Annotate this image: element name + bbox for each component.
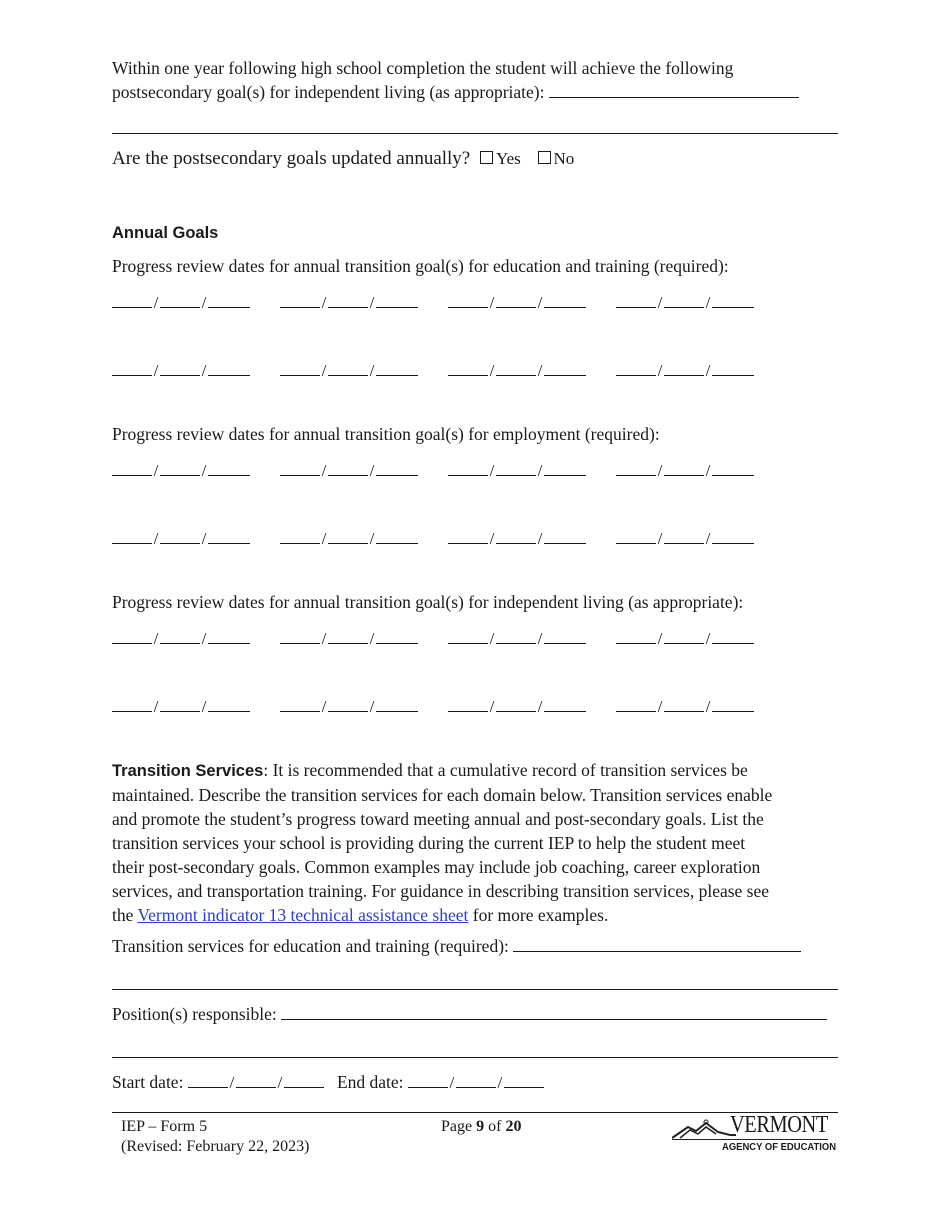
- no-checkbox[interactable]: [538, 151, 551, 164]
- independent-living-goal-line[interactable]: [112, 133, 838, 134]
- review-date-field[interactable]: / /: [616, 291, 754, 313]
- transition-education-field[interactable]: [513, 950, 801, 952]
- review-date-field[interactable]: / /: [448, 359, 586, 381]
- review-date-field[interactable]: / /: [280, 359, 418, 381]
- vermont-mountain-icon: [672, 1118, 736, 1140]
- review-date-field[interactable]: / /: [280, 459, 418, 481]
- vermont-logo: [672, 1112, 837, 1156]
- logo-vermont-text: VERMONT: [730, 1112, 828, 1138]
- review-date-field[interactable]: / /: [448, 527, 586, 549]
- transition-services-paragraph: Transition Services: It is recommended that a cumulative record of transition services be maintained. Describe the transition services for each domain below. Transition services enable and promote the student’s progress toward meeting annual and post-secondary goals. List the transition services your school is providing during the current IEP to help the student meet their post-secondary goals. Common examples may include job coaching, career exploration services, and transportation training. For guidance in describing transition services, please see the Vermont indicator 13 technical assistance sheet for more examples.: [112, 760, 773, 925]
- review-date-field[interactable]: / /: [280, 627, 418, 649]
- no-label: No: [553, 149, 575, 168]
- education-review-label: Progress review dates for annual transition goal(s) for education and training (required):: [112, 256, 729, 276]
- update-question: Are the postsecondary goals updated annually? Yes No: [112, 148, 575, 169]
- indicator-13-link[interactable]: Vermont indicator 13 technical assistance sheet: [137, 905, 469, 925]
- transition-education-row: Transition services for education and training (required):: [112, 936, 801, 957]
- review-date-field[interactable]: / /: [112, 627, 250, 649]
- yes-checkbox[interactable]: [480, 151, 493, 164]
- independent-living-goal-line1: Within one year following high school completion the student will achieve the following: [112, 58, 734, 78]
- review-date-field[interactable]: / /: [112, 359, 250, 381]
- review-date-field[interactable]: / /: [616, 459, 754, 481]
- transition-education-line[interactable]: [112, 989, 838, 990]
- transition-services-heading: Transition Services: [112, 762, 264, 780]
- review-date-field[interactable]: / /: [280, 695, 418, 717]
- start-date-field[interactable]: / /: [188, 1073, 324, 1092]
- position-field[interactable]: [281, 1018, 827, 1020]
- independent-living-goal-field[interactable]: [549, 96, 799, 98]
- review-date-field[interactable]: / /: [280, 291, 418, 313]
- review-date-field[interactable]: / /: [448, 695, 586, 717]
- footer-form-name: IEP – Form 5: [121, 1118, 208, 1135]
- review-date-field[interactable]: / /: [448, 291, 586, 313]
- position-line[interactable]: [112, 1057, 838, 1058]
- review-date-field[interactable]: / /: [448, 459, 586, 481]
- review-date-field[interactable]: / /: [448, 627, 586, 649]
- service-dates-row: Start date: / / End date: / /: [112, 1071, 544, 1093]
- review-date-field[interactable]: / /: [112, 527, 250, 549]
- end-date-field[interactable]: / /: [408, 1073, 544, 1092]
- independent-living-goal-line2: postsecondary goal(s) for independent living (as appropriate):: [112, 82, 799, 103]
- review-date-field[interactable]: / /: [112, 695, 250, 717]
- review-date-field[interactable]: / /: [112, 459, 250, 481]
- review-date-field[interactable]: / /: [280, 527, 418, 549]
- yes-label: Yes: [496, 149, 521, 168]
- independent-review-label: Progress review dates for annual transition goal(s) for independent living (as appropriate):: [112, 592, 744, 612]
- position-row: Position(s) responsible:: [112, 1004, 827, 1025]
- review-date-field[interactable]: / /: [616, 527, 754, 549]
- review-date-field[interactable]: / /: [616, 627, 754, 649]
- footer-revised: (Revised: February 22, 2023): [121, 1138, 310, 1155]
- review-date-field[interactable]: / /: [616, 695, 754, 717]
- footer-page-number: Page 9 of 20: [441, 1118, 522, 1135]
- review-date-field[interactable]: / /: [112, 291, 250, 313]
- review-date-field[interactable]: / /: [616, 359, 754, 381]
- annual-goals-heading: Annual Goals: [112, 224, 219, 242]
- logo-agency-text: AGENCY OF EDUCATION: [722, 1141, 837, 1153]
- employment-review-label: Progress review dates for annual transition goal(s) for employment (required):: [112, 424, 660, 444]
